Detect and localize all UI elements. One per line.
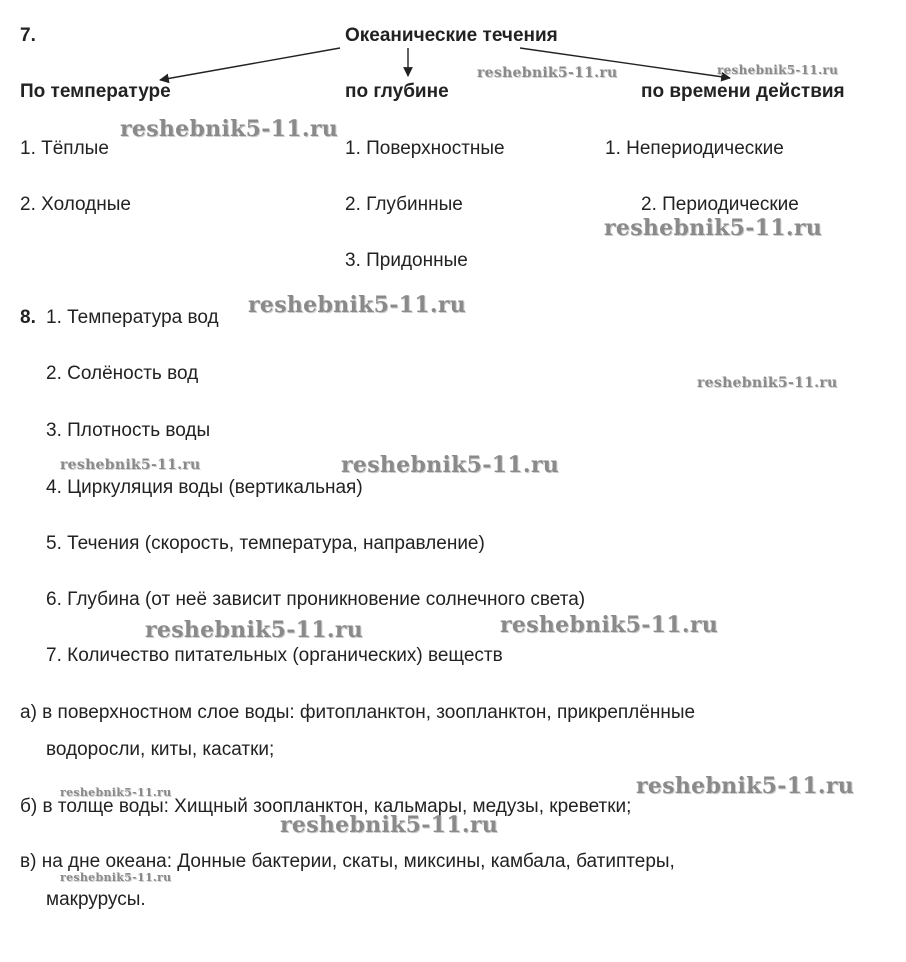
- arrow-to-temperature: [160, 48, 340, 80]
- factor-item: 5. Течения (скорость, температура, направление): [46, 533, 485, 554]
- watermark: reshebnik5-11.ru: [120, 116, 339, 142]
- task7-number: 7.: [20, 25, 36, 46]
- watermark: reshebnik5-11.ru: [604, 215, 823, 241]
- temperature-item: 1. Тёплые: [20, 138, 109, 159]
- watermark: reshebnik5-11.ru: [60, 786, 172, 799]
- factor-item: 7. Количество питательных (органических) веществ: [46, 645, 503, 666]
- depth-item: 2. Глубинные: [345, 194, 463, 215]
- watermark: reshebnik5-11.ru: [60, 871, 172, 884]
- watermark: reshebnik5-11.ru: [636, 773, 855, 799]
- answer-a-line2: водоросли, киты, касатки;: [46, 739, 275, 760]
- factor-item: 6. Глубина (от неё зависит проникновение солнечного света): [46, 589, 586, 610]
- watermark: reshebnik5-11.ru: [697, 375, 838, 391]
- factor-item: 1. Температура вод: [46, 307, 219, 328]
- task7-title: Океанические течения: [345, 25, 558, 46]
- heading-temperature: По температуре: [20, 81, 171, 102]
- answer-v-line1: в) на дне океана: Донные бактерии, скаты, миксины, камбала, батиптеры,: [20, 851, 675, 872]
- watermark: reshebnik5-11.ru: [717, 63, 839, 77]
- heading-time: по времени действия: [641, 81, 845, 102]
- answer-v-line2: макрурусы.: [46, 889, 146, 910]
- answer-a-line1: а) в поверхностном слое воды: фитопланктон, зоопланктон, прикреплённые: [20, 702, 696, 723]
- time-item: 2. Периодические: [641, 194, 799, 215]
- watermark: reshebnik5-11.ru: [500, 612, 719, 638]
- watermark: reshebnik5-11.ru: [248, 292, 467, 318]
- task8-number: 8.: [20, 307, 36, 328]
- watermark: reshebnik5-11.ru: [280, 812, 499, 838]
- factor-item: 4. Циркуляция воды (вертикальная): [46, 477, 363, 498]
- watermark: reshebnik5-11.ru: [60, 457, 201, 473]
- factor-item: 2. Солёность вод: [46, 363, 199, 384]
- answer-b-line1: б) в толще воды: Хищный зоопланктон, кальмары, медузы, креветки;: [20, 796, 632, 817]
- watermark: reshebnik5-11.ru: [145, 617, 364, 643]
- depth-item: 1. Поверхностные: [345, 138, 505, 159]
- factor-item: 3. Плотность воды: [46, 420, 211, 441]
- depth-item: 3. Придонные: [345, 250, 468, 271]
- time-item: 1. Непериодические: [605, 138, 784, 159]
- heading-depth: по глубине: [345, 81, 449, 102]
- temperature-item: 2. Холодные: [20, 194, 131, 215]
- watermark: reshebnik5-11.ru: [477, 65, 618, 81]
- watermark: reshebnik5-11.ru: [341, 452, 560, 478]
